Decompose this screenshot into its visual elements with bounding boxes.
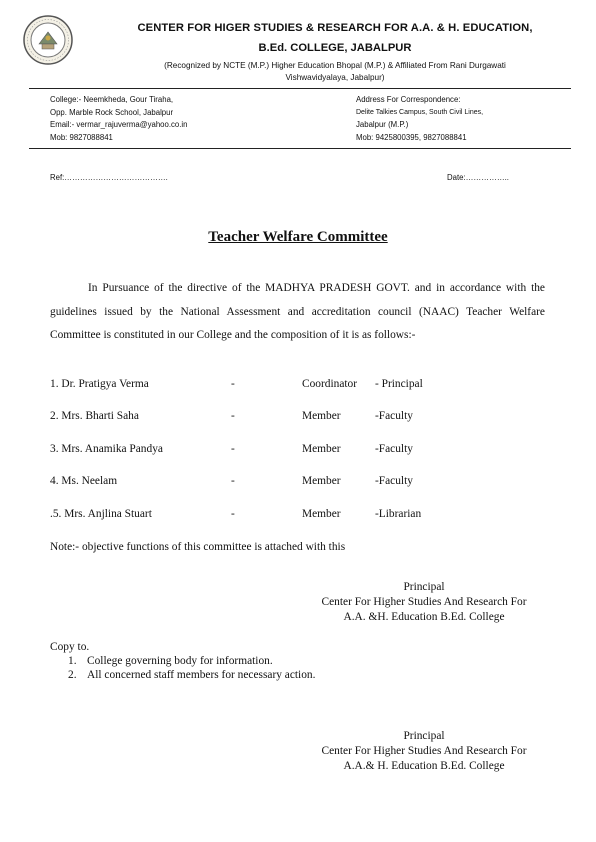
signatory-institution: A.A.& H. Education B.Ed. College	[343, 760, 505, 772]
correspondence-address-line: Delite Talkies Campus, South Civil Lines,	[356, 108, 484, 116]
signatory-institution: A.A. &H. Education B.Ed. College	[343, 611, 505, 623]
copy-to-item	[68, 655, 273, 667]
member-name: 1. Dr. Pratigya Verma	[50, 378, 149, 390]
college-address-line: Opp. Marble Rock School, Jabalpur	[50, 107, 174, 117]
copy-to-item-text: All concerned staff members for necessary action.	[87, 669, 316, 681]
college-phone: Mob: 9827088841	[50, 132, 113, 142]
signature-block-1	[300, 580, 548, 625]
member-dash: -	[231, 475, 235, 487]
member-name: 4. Ms. Neelam	[50, 475, 118, 487]
member-dash: -	[231, 410, 235, 422]
recognition-line-1: (Recognized by NCTE (M.P.) Higher Education Bhopal (M.P.) & Affiliated From Rani Durgawati	[164, 61, 506, 70]
college-address-block	[50, 94, 330, 144]
college-email: Email:- vermar_rajuverma@yahoo.co.in	[50, 120, 188, 130]
copy-to-item-number: 2.	[68, 669, 77, 681]
correspondence-phone: Mob: 9425800395, 9827088841	[356, 132, 467, 142]
member-role: Member	[302, 508, 341, 520]
correspondence-address-block	[356, 94, 576, 144]
signature-block-2	[300, 729, 548, 774]
member-name: .5. Mrs. Anjlina Stuart	[50, 508, 152, 520]
copy-to-item-number: 1.	[68, 655, 77, 667]
member-dash: -	[231, 378, 235, 390]
signatory-institution: Center For Higher Studies And Research For	[321, 596, 527, 608]
member-name: 3. Mrs. Anamika Pandya	[50, 443, 163, 455]
body-paragraph-text: In Pursuance of the directive of the MADHYA PRADESH GOVT. and in accordance with the guidelines issued by the National Assessment and accreditation council (NAAC) Teacher Welfare Committee is constituted in our College and the composition of it is as follows:-	[50, 282, 545, 342]
signatory-title: Principal	[403, 581, 445, 593]
date-field: Date:……………..	[447, 173, 509, 182]
copy-to-item	[68, 669, 315, 681]
member-designation: -Faculty	[375, 475, 413, 487]
member-dash: -	[231, 508, 235, 520]
correspondence-address-line: Jabalpur (M.P.)	[356, 120, 409, 130]
college-logo	[22, 14, 74, 66]
member-role: Member	[302, 443, 341, 455]
signatory-title: Principal	[403, 730, 445, 742]
member-designation: -Faculty	[375, 410, 413, 422]
signatory-institution: Center For Higher Studies And Research For	[321, 745, 527, 757]
document-heading: Teacher Welfare Committee	[208, 229, 388, 245]
college-name: B.Ed. COLLEGE, JABALPUR	[258, 42, 412, 54]
copy-to-item-text: College governing body for information.	[87, 655, 273, 667]
member-dash: -	[231, 443, 235, 455]
institution-title: CENTER FOR HIGER STUDIES & RESEARCH FOR A.A. & H. EDUCATION,	[137, 22, 533, 34]
member-name: 2. Mrs. Bharti Saha	[50, 410, 139, 422]
member-designation: -Faculty	[375, 443, 413, 455]
college-address-line: College:- Neemkheda, Gour Tiraha,	[50, 95, 174, 104]
member-role: Member	[302, 410, 341, 422]
header-divider-bottom	[29, 148, 571, 149]
member-role: Member	[302, 475, 341, 487]
reference-number: Ref:………………………………….	[50, 173, 168, 182]
member-designation: - Principal	[375, 378, 423, 390]
body-paragraph	[50, 277, 545, 348]
member-designation: -Librarian	[375, 508, 422, 520]
correspondence-label: Address For Correspondence:	[356, 95, 461, 104]
note-text: Note:- objective functions of this committee is attached with this	[50, 541, 346, 553]
copy-to-label: Copy to.	[50, 641, 90, 653]
member-role: Coordinator	[302, 378, 358, 390]
header-divider-top	[29, 88, 571, 89]
recognition-line-2: Vishwavidyalaya, Jabalpur)	[285, 73, 385, 82]
